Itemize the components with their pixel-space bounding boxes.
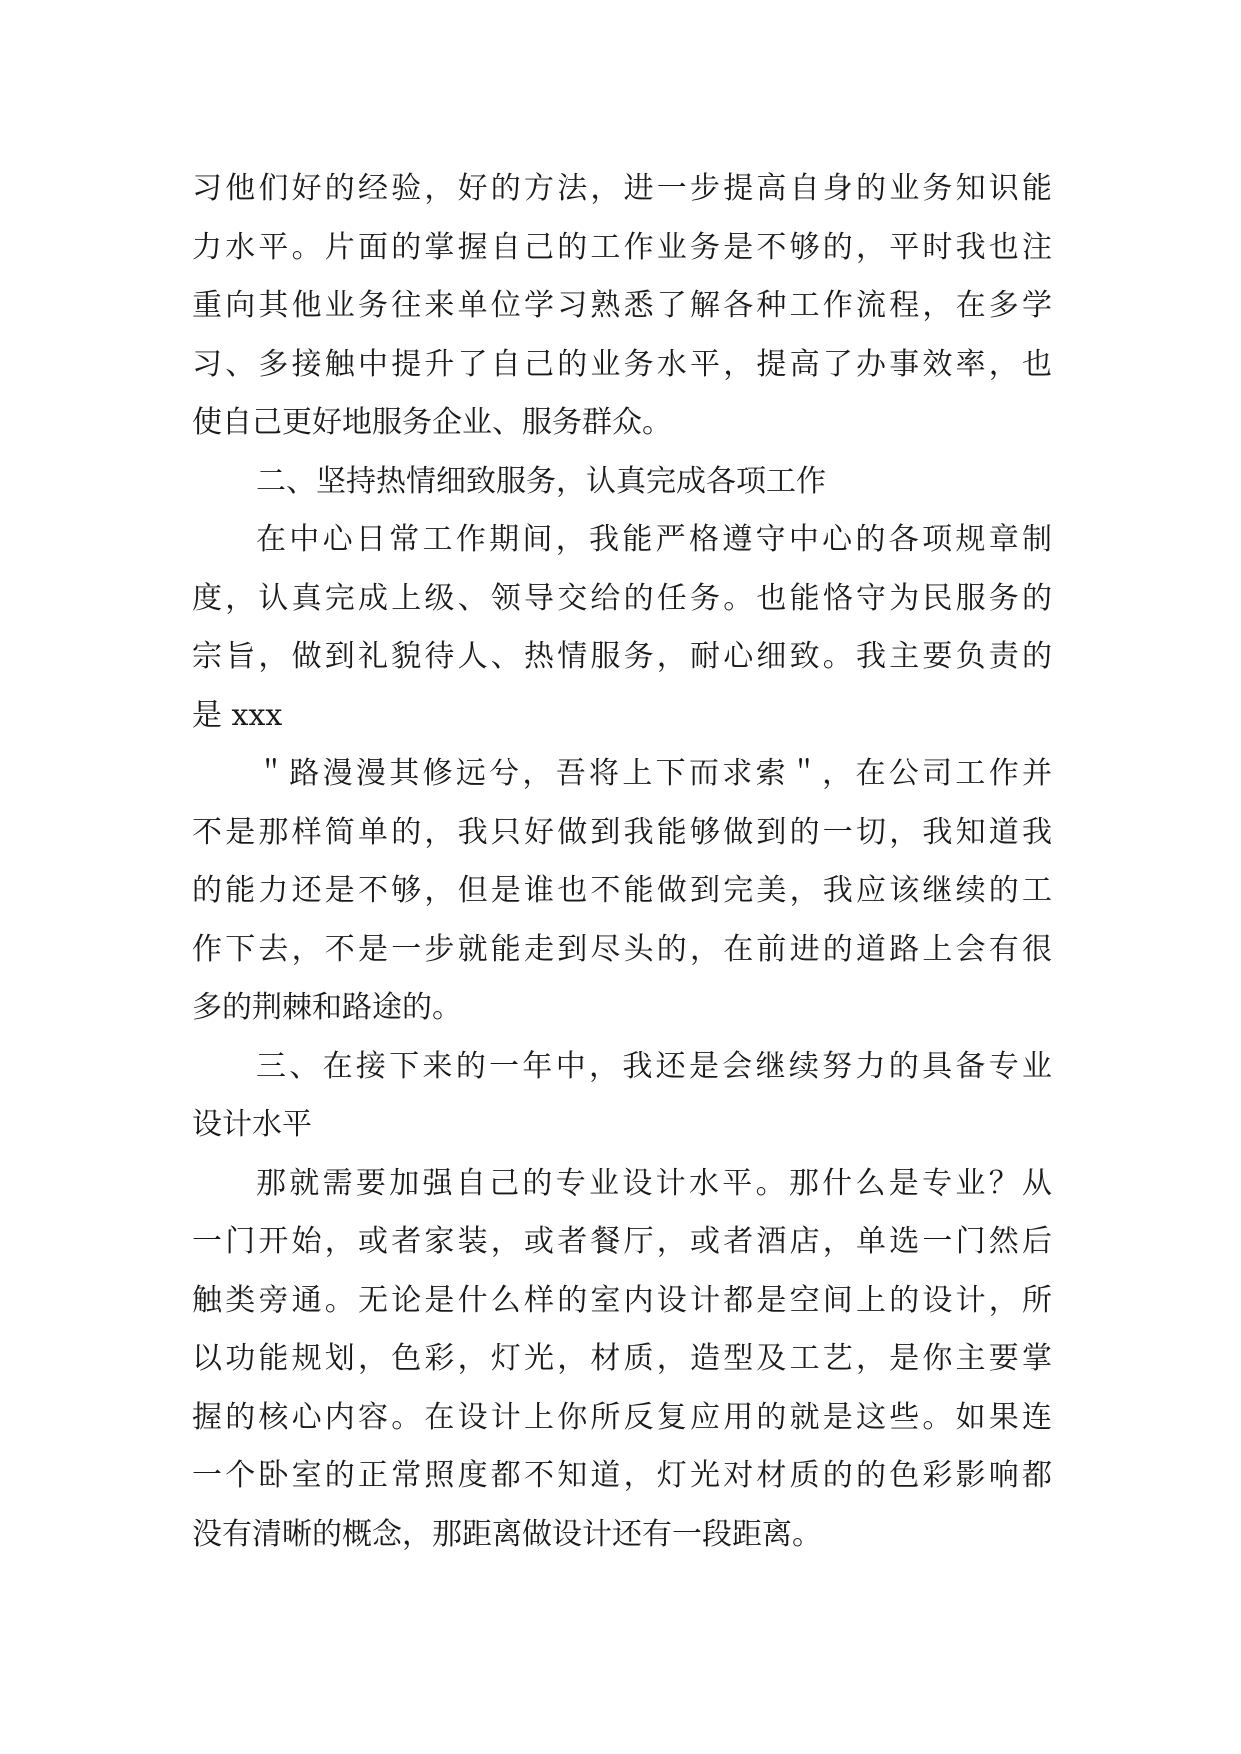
document-body <box>192 160 1052 1564</box>
text-line: 力水平。片面的掌握自己的工作业务是不够的，平时我也注 <box>192 229 1052 265</box>
text-line: 多的荆棘和路途的。 <box>192 990 462 1025</box>
text-line: 三、在接下来的一年中，我还是会继续努力的具备专业 <box>256 1048 1052 1084</box>
text-line: 习、多接触中提升了自己的业务水平，提高了办事效率，也 <box>192 346 1052 382</box>
text-line: 二、坚持热情细致服务，认真完成各项工作 <box>256 463 826 499</box>
text-line: ＂路漫漫其修远兮，吾将上下而求索＂，在公司工作并 <box>256 756 1052 791</box>
text-line: 一门开始，或者家装，或者餐厅，或者酒店，单选一门然后 <box>192 1224 1052 1259</box>
text-line: 触类旁通。无论是什么样的室内设计都是空间上的设计，所 <box>192 1282 1052 1318</box>
text-line: 的能力还是不够，但是谁也不能做到完美，我应该继续的工 <box>192 873 1052 908</box>
text-line: 是 xxx <box>192 697 283 733</box>
text-line: 作下去，不是一步就能走到尽头的，在前进的道路上会有很 <box>192 931 1052 967</box>
text-line: 没有清晰的概念，那距离做设计还有一段距离。 <box>192 1516 822 1552</box>
text-line: 度，认真完成上级、领导交给的任务。也能恪守为民服务的 <box>192 580 1052 616</box>
text-line: 设计水平 <box>192 1107 312 1142</box>
text-line: 在中心日常工作期间，我能严格遵守中心的各项规章制 <box>256 522 1052 557</box>
text-line: 握的核心内容。在设计上你所反复应用的就是这些。如果连 <box>192 1399 1052 1435</box>
text-line: 一个卧室的正常照度都不知道，灯光对材质的的色彩影响都 <box>192 1458 1052 1493</box>
text-line: 重向其他业务往来单位学习熟悉了解各种工作流程，在多学 <box>192 288 1052 323</box>
text-line: 宗旨，做到礼貌待人、热情服务，耐心细致。我主要负责的 <box>192 639 1052 674</box>
text-line: 那就需要加强自己的专业设计水平。那什么是专业？从 <box>256 1165 1052 1201</box>
text-line: 习他们好的经验，好的方法，进一步提高自身的业务知识能 <box>192 171 1052 206</box>
text-line: 不是那样简单的，我只好做到我能够做到的一切，我知道我 <box>192 814 1052 850</box>
text-line: 使自己更好地服务企业、服务群众。 <box>192 405 672 440</box>
text-line: 以功能规划，色彩，灯光，材质，造型及工艺，是你主要掌 <box>192 1341 1052 1376</box>
